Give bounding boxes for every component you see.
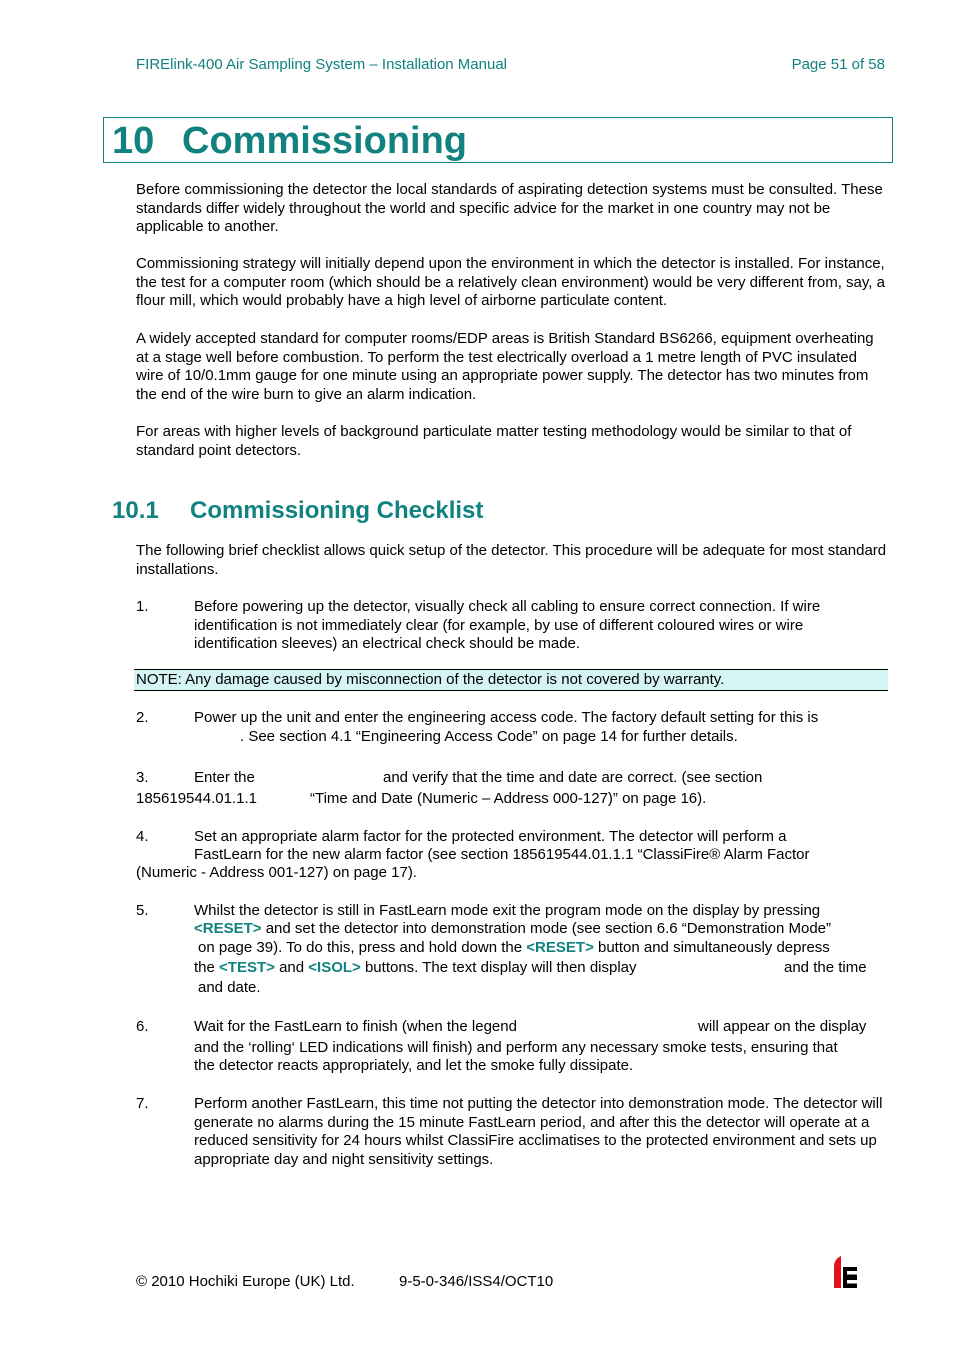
intro-paragraph: For areas with higher levels of background particulate matter testing methodology would be similar to that of standard point detectors. — [136, 423, 852, 459]
running-header-title: FIRElink-400 Air Sampling System – Installation Manual — [136, 56, 508, 73]
reset-key-label: <RESET> — [526, 939, 594, 956]
chapter-heading-box — [103, 117, 893, 163]
intro-paragraph: Commissioning strategy will initially depend upon the environment in which the detector is installed. For instance, the test for a computer room (which should be a relatively clean environment) would be very different from, say, a flour mill, which would probably have a high level of airborne particulate content. — [136, 255, 885, 309]
step-text: . See section 4.1 “Engineering Access Code” on page 14 for further details. — [240, 728, 738, 745]
reset-key-label: <RESET> — [194, 920, 262, 937]
intro-paragraph: Before commissioning the detector the local standards of aspirating detection systems must be consulted. These standards differ widely throughout the world and specific advice for the market in one country may not be applicable to another. — [136, 181, 883, 235]
step-text: Enter the — [194, 769, 255, 786]
step-text-fragment: buttons. The text display will then display — [364, 959, 637, 976]
step-text: Power up the unit and enter the engineering access code. The factory default setting for this is — [194, 709, 819, 726]
footer-document-reference: 9-5-0-346/ISS4/OCT10 — [399, 1273, 554, 1290]
step-text: Wait for the FastLearn to finish (when the legend — [194, 1018, 517, 1035]
step-text: and verify that the time and date are correct. (see section — [383, 769, 763, 786]
hochiki-logo-icon — [832, 1255, 859, 1288]
chapter-number: 10 — [112, 120, 155, 162]
checklist-step-7 — [136, 1095, 888, 1169]
section-reference: 185619544.01.1.1 — [136, 790, 257, 807]
step-text: Perform another FastLearn, this time not putting the detector into demonstration mode. The detector will generate no alarms during the 15 minute FastLearn period, and after this the detector will operate at a reduced sensitivity for 24 hours whilst ClassiFire acclimatises to the protected environment and sets up appropriate day and night sensitivity settings. — [194, 1095, 883, 1168]
step-text: Whilst the detector is still in FastLearn mode exit the program mode on the display by pressing — [194, 902, 821, 919]
section-title: Commissioning Checklist — [190, 497, 484, 524]
step-text: the detector reacts appropriately, and let the smoke fully dissipate. — [194, 1057, 634, 1074]
step-number: 7. — [136, 1095, 149, 1112]
step-text — [198, 939, 830, 958]
step-text: “Time and Date (Numeric – Address 000-127)” on page 16). — [310, 790, 707, 807]
chapter-title: Commissioning — [182, 120, 468, 162]
step-text — [194, 959, 637, 978]
step-text-fragment: and — [279, 959, 305, 976]
step-number: 2. — [136, 709, 149, 726]
checklist-step-1 — [136, 598, 888, 654]
step-text — [194, 920, 831, 939]
step-text-fragment: the — [194, 959, 215, 976]
step-number: 3. — [136, 769, 149, 786]
step-text-fragment: button and simultaneously depress — [598, 939, 830, 956]
footer-copyright: © 2010 Hochiki Europe (UK) Ltd. — [136, 1273, 355, 1290]
step-text-fragment: on page 39). To do this, press and hold down the — [198, 939, 523, 956]
step-text: Set an appropriate alarm factor for the protected environment. The detector will perform a — [194, 828, 787, 845]
page-number: Page 51 of 58 — [791, 56, 885, 73]
intro-paragraph: A widely accepted standard for computer rooms/EDP areas is British Standard BS6266, equipment overheating at a stage well before combustion. To perform the test electrically overload a 1 metre length of PVC insulated wire of 10/0.1mm gauge for one minute using an appropriate power supply. The detector has two minutes from the end of the wire burn to give an alarm indication. — [136, 330, 874, 403]
test-key-label: <TEST> — [219, 959, 275, 976]
section-heading — [112, 497, 483, 525]
step-number: 5. — [136, 902, 149, 919]
step-number: 4. — [136, 828, 149, 845]
chapter-heading — [112, 119, 467, 163]
step-text: will appear on the display — [698, 1018, 867, 1035]
section-number: 10.1 — [112, 497, 159, 524]
step-text-fragment: and set the detector into demonstration mode (see section 6.6 “Demonstration Mode” — [265, 920, 832, 937]
step-text: and the ‘rolling‘ LED indications will finish) and perform any necessary smoke tests, ensuring that — [194, 1039, 838, 1056]
step-number: 1. — [136, 598, 149, 615]
step-text: Before powering up the detector, visually check all cabling to ensure correct connection. If wire identification is not immediately clear (for example, by use of different coloured wires or wire identification sleeves) an electrical check should be made. — [194, 598, 821, 652]
section-intro: The following brief checklist allows quick setup of the detector. This procedure will be adequate for most standard installations. — [136, 542, 887, 578]
step-text: and the time — [784, 959, 867, 976]
step-text: and date. — [198, 979, 261, 996]
step-text: FastLearn for the new alarm factor (see section 185619544.01.1.1 “ClassiFire® Alarm Factor — [194, 846, 810, 863]
step-text: (Numeric - Address 001-127) on page 17). — [136, 864, 417, 881]
step-number: 6. — [136, 1018, 149, 1035]
warranty-note: NOTE: Any damage caused by misconnection of the detector is not covered by warranty. — [134, 669, 888, 691]
isol-key-label: <ISOL> — [308, 959, 361, 976]
